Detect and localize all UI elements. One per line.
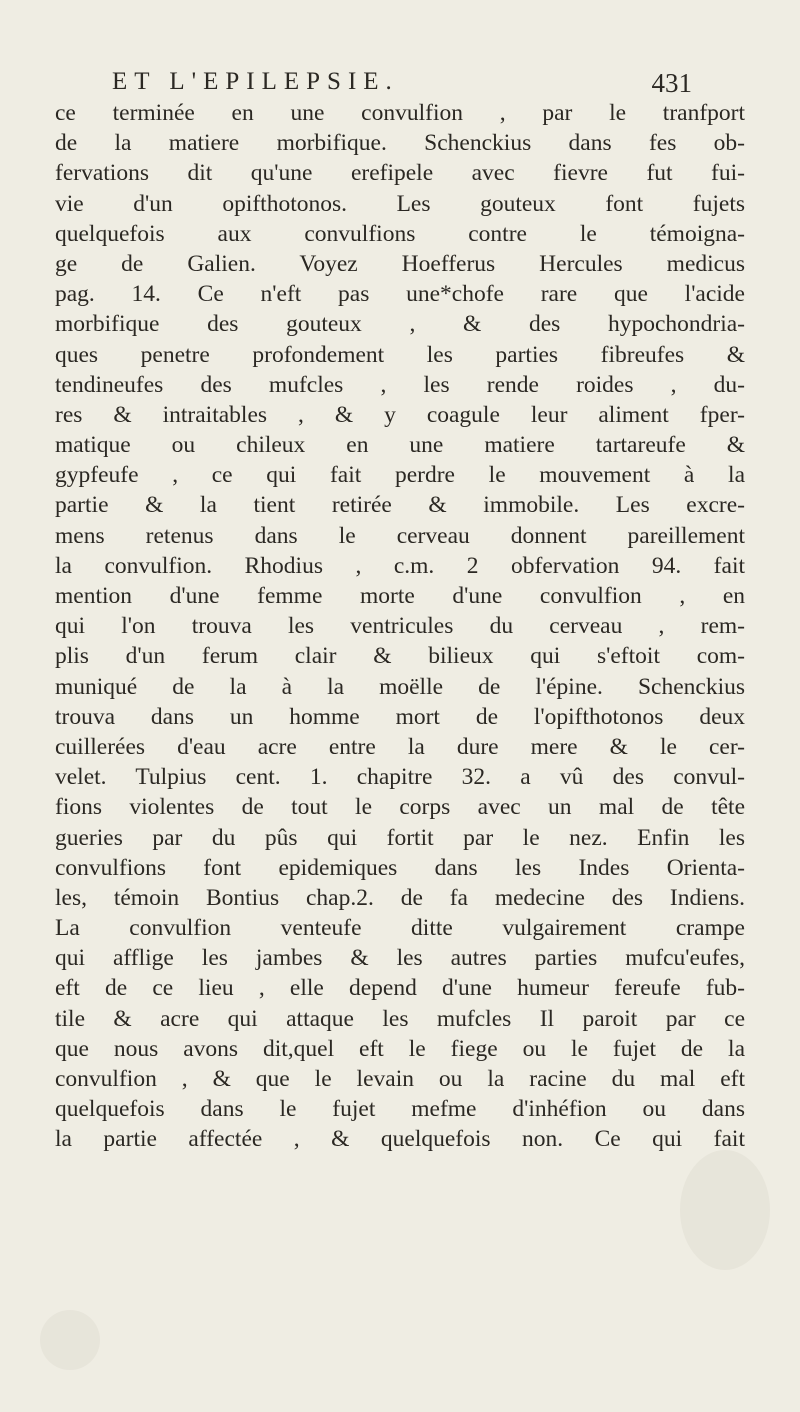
text-line: convulfions font epidemiques dans les Indes Orienta- — [55, 854, 745, 881]
text-line: de la matiere morbifique. Schenckius dans fes ob- — [55, 130, 745, 157]
text-line: partie & la tient retirée & immobile. Les excre- — [55, 492, 745, 519]
paper-stain — [40, 1310, 100, 1370]
page-number: 431 — [651, 68, 692, 98]
page-header — [112, 68, 692, 98]
text-line: tendineufes des mufcles , les rende roides , du- — [55, 371, 745, 398]
body-text — [55, 98, 745, 1155]
text-line: vie d'un opifthotonos. Les gouteux font fujets — [55, 190, 745, 217]
paper-stain — [680, 1150, 770, 1270]
text-line: cuillerées d'eau acre entre la dure mere & le cer- — [55, 733, 745, 760]
text-line: trouva dans un homme mort de l'opifthotonos deux — [55, 703, 745, 730]
text-line: tile & acre qui attaque les mufcles Il paroit par ce — [55, 1005, 745, 1032]
text-line: pag. 14. Ce n'eft pas une*chofe rare que l'acide — [55, 281, 745, 308]
text-line: morbifique des gouteux , & des hypochondria- — [55, 311, 745, 338]
text-line: muniqué de la à la moëlle de l'épine. Schenckius — [55, 673, 745, 700]
text-line: ce terminée en une convulfion , par le tranfport — [55, 100, 745, 126]
text-line: gypfeufe , ce qui fait perdre le mouvement à la — [55, 462, 745, 489]
text-line: ge de Galien. Voyez Hoefferus Hercules medicus — [55, 250, 745, 277]
text-line: mens retenus dans le cerveau donnent pareillement — [55, 522, 745, 549]
text-line: les, témoin Bontius chap.2. de fa medecine des Indiens. — [55, 884, 745, 911]
text-line: que nous avons dit,quel eft le fiege ou le fujet de la — [55, 1035, 745, 1062]
text-line: quelquefois dans le fujet mefme d'inhéfion ou dans — [55, 1096, 745, 1123]
text-line: gueries par du pûs qui fortit par le nez. Enfin les — [55, 824, 745, 851]
text-line: plis d'un ferum clair & bilieux qui s'eftoit com- — [55, 643, 745, 670]
text-line: fervations dit qu'une erefipele avec fievre fut fui- — [55, 160, 745, 187]
text-line: La convulfion venteufe ditte vulgairement crampe — [55, 915, 745, 942]
text-line: velet. Tulpius cent. 1. chapitre 32. a vû des convul- — [55, 764, 745, 791]
text-line: res & intraitables , & y coagule leur aliment fper- — [55, 401, 745, 428]
text-line: ques penetre profondement les parties fibreufes & — [55, 341, 745, 368]
text-line: fions violentes de tout le corps avec un mal de tête — [55, 794, 745, 821]
text-line: mention d'une femme morte d'une convulfion , en — [55, 583, 745, 609]
text-line: matique ou chileux en une matiere tartareufe & — [55, 432, 745, 459]
running-head: ET L'EPILEPSIE. — [112, 68, 399, 95]
text-line: eft de ce lieu , elle depend d'une humeur fereufe fub- — [55, 975, 745, 1002]
text-line: la partie affectée , & quelquefois non. Ce qui fait — [55, 1126, 745, 1153]
text-line: convulfion , & que le levain ou la racine du mal eft — [55, 1066, 745, 1092]
text-line: qui l'on trouva les ventricules du cerveau , rem- — [55, 613, 745, 640]
text-line: qui afflige les jambes & les autres parties mufcu'eufes, — [55, 945, 745, 972]
text-line: la convulfion. Rhodius , c.m. 2 obfervation 94. fait — [55, 552, 745, 579]
text-line: quelquefois aux convulfions contre le témoigna- — [55, 220, 745, 247]
